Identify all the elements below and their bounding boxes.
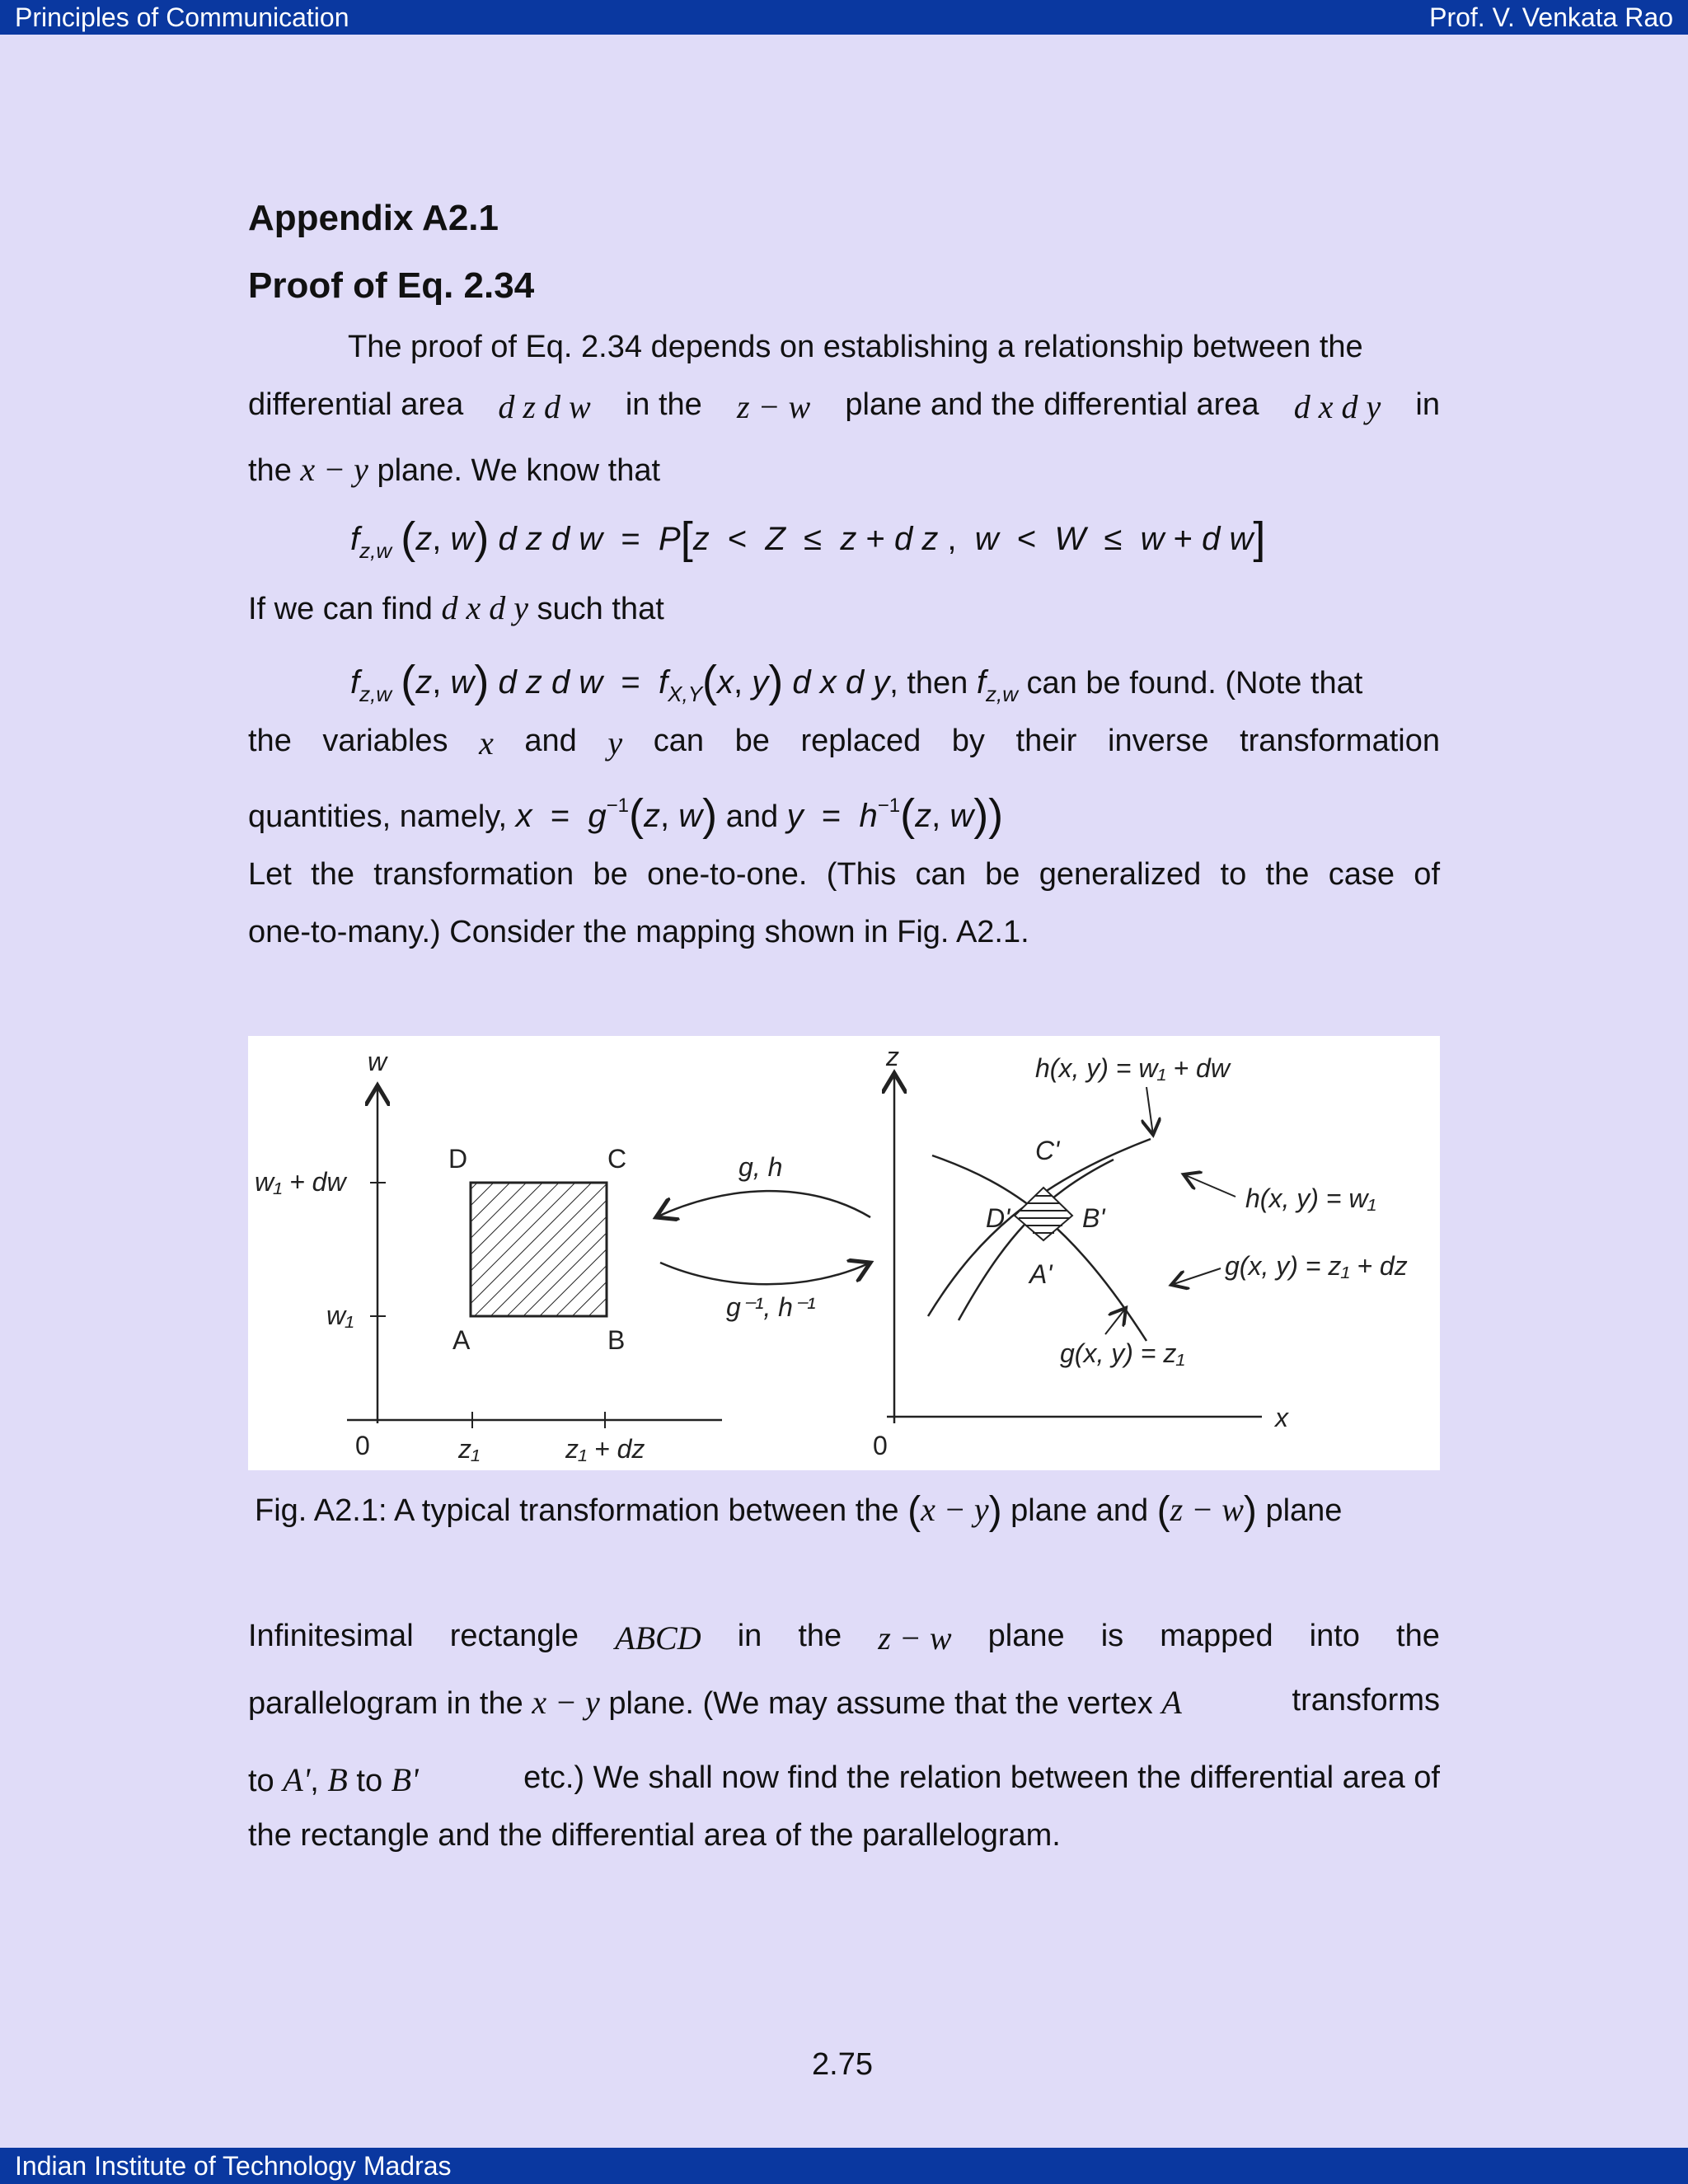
text: etc.) We shall now find the relation between the differential area of bbox=[523, 1760, 1440, 1795]
text: plane. We know that bbox=[377, 453, 661, 488]
vertex-c: C bbox=[607, 1144, 627, 1174]
w1-dw-label: w₁ + dw bbox=[255, 1167, 346, 1197]
course-title: Principles of Communication bbox=[15, 2, 349, 32]
math-word: z − w bbox=[878, 1619, 952, 1657]
rectangle-abcd bbox=[471, 1183, 607, 1316]
equation-1: $f_{z,w}$ (z, w) d z d w = P[z < Z ≤ z + d z , w < W ≤ w + d w] bbox=[350, 513, 1266, 563]
p4-line1: Let the transformation be one-to-one. (This can be generalized to the case of bbox=[248, 857, 1440, 892]
p2-line bbox=[248, 588, 664, 627]
p1-line2 bbox=[248, 387, 1440, 426]
text: in the bbox=[625, 387, 702, 422]
word: variables bbox=[322, 724, 448, 758]
math-a: A bbox=[1161, 1684, 1182, 1721]
arrow-g-h bbox=[656, 1191, 870, 1217]
word: is bbox=[1100, 1619, 1124, 1653]
text: transforms bbox=[1292, 1683, 1440, 1718]
vertex-a-prime: A' bbox=[1029, 1259, 1053, 1289]
word: Infinitesimal bbox=[248, 1619, 414, 1653]
word: transformation bbox=[1240, 724, 1440, 758]
mapping-diagram bbox=[248, 1036, 1440, 1470]
p5-line3 bbox=[248, 1760, 1440, 1799]
text: Fig. A2.1: A typical transformation between the bbox=[255, 1493, 899, 1528]
label-h-w1-dw: h(x, y) = w₁ + dw bbox=[1035, 1053, 1230, 1083]
text: differential area bbox=[248, 387, 464, 422]
word: by bbox=[951, 724, 985, 758]
math-b: B bbox=[327, 1761, 348, 1798]
math-dxdy: d x d y bbox=[1293, 388, 1381, 425]
text: such that bbox=[537, 592, 664, 626]
word: their bbox=[1015, 724, 1077, 758]
text: , bbox=[310, 1764, 319, 1798]
z1-label: z₁ bbox=[458, 1434, 481, 1464]
word: replaced bbox=[800, 724, 921, 758]
label-g-z1-dz: g(x, y) = z₁ + dz bbox=[1225, 1251, 1408, 1281]
author-name: Prof. V. Venkata Rao bbox=[1429, 2, 1673, 32]
label-h-w1: h(x, y) = w₁ bbox=[1245, 1183, 1376, 1213]
w1-label: w₁ bbox=[326, 1301, 354, 1330]
p1-line3 bbox=[248, 450, 660, 489]
math-dzdw: d z d w bbox=[498, 388, 591, 425]
right-origin-label: 0 bbox=[873, 1431, 888, 1460]
text: , then bbox=[889, 666, 968, 701]
left-origin-label: 0 bbox=[355, 1431, 370, 1460]
text: plane bbox=[1265, 1493, 1343, 1528]
text: the bbox=[248, 453, 292, 488]
z-vertical-axis-label: z bbox=[886, 1042, 899, 1071]
page-number: 2.75 bbox=[812, 2047, 873, 2082]
p5-line2 bbox=[248, 1683, 1440, 1722]
label-g-z1: g(x, y) = z₁ bbox=[1060, 1338, 1185, 1368]
text: to bbox=[356, 1764, 383, 1798]
p4-line2: one-to-many.) Consider the mapping shown in Fig. A2.1. bbox=[248, 915, 1029, 949]
math-word: ABCD bbox=[615, 1619, 701, 1657]
math-word: x bbox=[479, 724, 494, 762]
word: mapped bbox=[1160, 1619, 1273, 1653]
text: If we can find bbox=[248, 592, 433, 626]
text: in bbox=[1415, 387, 1440, 422]
text: and bbox=[725, 799, 779, 834]
math-zw: z − w bbox=[1170, 1491, 1244, 1528]
x-axis-label: x bbox=[1275, 1403, 1288, 1432]
vertex-c-prime: C' bbox=[1035, 1136, 1060, 1165]
word: be bbox=[734, 724, 770, 758]
appendix-title: Appendix A2.1 bbox=[248, 198, 499, 238]
math-b-prime: B' bbox=[391, 1761, 419, 1798]
p3-line1 bbox=[248, 724, 1440, 762]
word: in bbox=[737, 1619, 762, 1653]
text: to bbox=[248, 1764, 274, 1798]
arrow-g-inv-h-inv bbox=[660, 1263, 870, 1284]
p1-line1: The proof of Eq. 2.34 depends on establishing a relationship between the bbox=[348, 330, 1363, 364]
proof-title: Proof of Eq. 2.34 bbox=[248, 265, 535, 306]
word: and bbox=[524, 724, 577, 758]
text: parallelogram in the bbox=[248, 1686, 523, 1721]
text: plane and bbox=[1010, 1493, 1149, 1528]
word: rectangle bbox=[449, 1619, 579, 1653]
math-xy: x − y bbox=[300, 451, 368, 488]
text: plane. (We may assume that the vertex bbox=[608, 1686, 1153, 1721]
word: can bbox=[653, 724, 705, 758]
math-xy: x − y bbox=[532, 1684, 600, 1721]
header-bar bbox=[0, 0, 1688, 35]
text: plane and the differential area bbox=[845, 387, 1259, 422]
word: inverse bbox=[1108, 724, 1209, 758]
arrow-top-label: g, h bbox=[738, 1152, 783, 1182]
figure-a2-1 bbox=[248, 1036, 1440, 1470]
arrow-bottom-label: g⁻¹, h⁻¹ bbox=[726, 1292, 816, 1322]
word: the bbox=[248, 724, 292, 758]
math-a-prime: A' bbox=[283, 1761, 311, 1798]
word: plane bbox=[987, 1619, 1065, 1653]
word: the bbox=[798, 1619, 842, 1653]
math-dxdy: d x d y bbox=[441, 589, 528, 626]
vertex-b: B bbox=[607, 1325, 626, 1355]
p3-line2: quantities, namely, $x = g^{-1}(z$, w) and $y = h^{-1}(z$, w)) bbox=[248, 790, 1004, 840]
vertex-a: A bbox=[452, 1325, 471, 1355]
vertex-b-prime: B' bbox=[1082, 1203, 1105, 1233]
institute-name: Indian Institute of Technology Madras bbox=[15, 2151, 452, 2181]
math-word: y bbox=[607, 724, 623, 762]
math-zw: z − w bbox=[736, 388, 811, 425]
vertex-d-prime: D' bbox=[986, 1203, 1010, 1233]
word: into bbox=[1309, 1619, 1360, 1653]
z1-dz-label: z₁ + dz bbox=[565, 1434, 645, 1464]
footer-bar bbox=[0, 2148, 1688, 2184]
vertex-d: D bbox=[448, 1144, 468, 1174]
equation-2-line: $f_{z,w}$ (z, w) d z d $w = f_{X,Y}(x$, y) d x d y, then $f_{z,w}$ can be found. (Note that bbox=[350, 657, 1363, 706]
word: the bbox=[1396, 1619, 1440, 1653]
text: can be found. (Note that bbox=[1026, 666, 1363, 701]
w-axis-label: w bbox=[368, 1047, 387, 1076]
curve-h-w1 bbox=[959, 1160, 1114, 1320]
figure-caption: Fig. A2.1: A typical transformation between the (x − y) plane and (z − w) plane bbox=[255, 1489, 1343, 1533]
text: quantities, namely, bbox=[248, 799, 508, 834]
curve-h-w1-dw bbox=[932, 1155, 1146, 1341]
math-xy: x − y bbox=[921, 1491, 989, 1528]
p5-line4: the rectangle and the differential area of the parallelogram. bbox=[248, 1818, 1061, 1853]
p5-line1 bbox=[248, 1619, 1440, 1657]
